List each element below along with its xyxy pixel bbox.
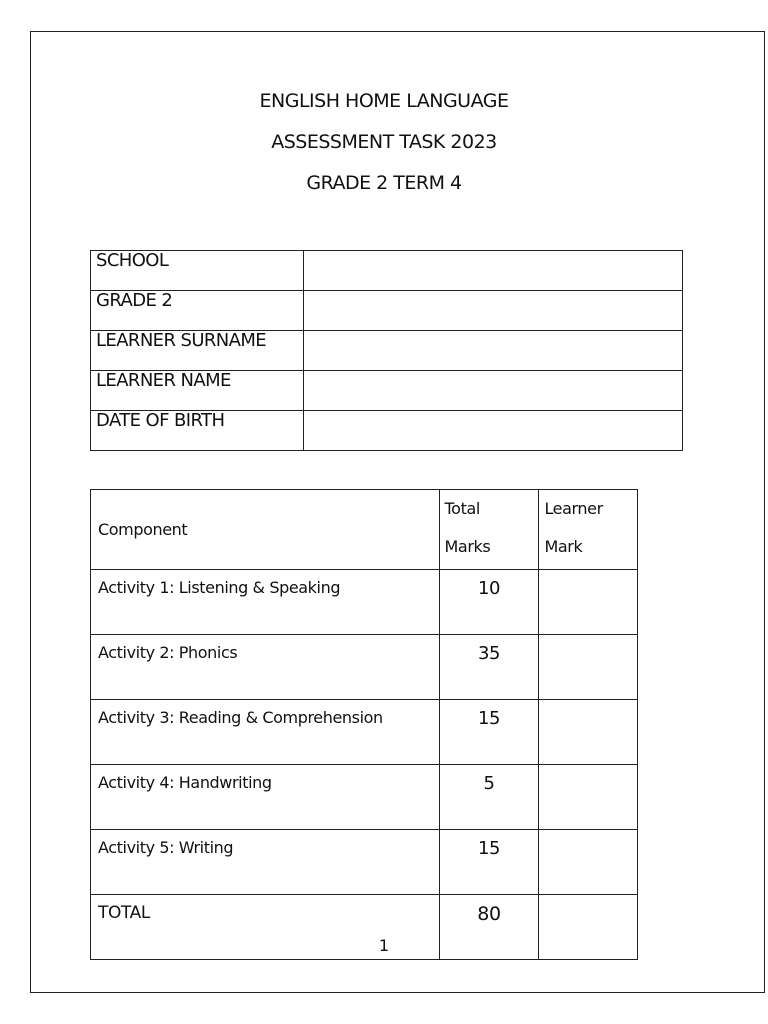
learner-mark-field[interactable] xyxy=(539,830,638,895)
table-row xyxy=(91,765,638,830)
marks-table xyxy=(90,489,638,960)
grade-field[interactable] xyxy=(303,291,682,331)
learner-mark-header xyxy=(539,490,638,570)
learner-info-row-school xyxy=(91,251,683,291)
learner-mark-field[interactable] xyxy=(539,635,638,700)
learner-name-field[interactable] xyxy=(303,371,682,411)
total-marks-cell: 15 xyxy=(439,700,539,765)
total-marks-cell: 5 xyxy=(439,765,539,830)
learner-info-row-name xyxy=(91,371,683,411)
total-marks-sum: 80 xyxy=(439,895,539,960)
component-cell: Activity 3: Reading & Comprehension xyxy=(91,700,440,765)
learner-surname-field[interactable] xyxy=(303,331,682,371)
total-marks-header xyxy=(439,490,539,570)
school-label: SCHOOL xyxy=(91,251,304,291)
title-grade-term: GRADE 2 TERM 4 xyxy=(306,172,462,194)
learner-info-row-dob xyxy=(91,411,683,451)
total-marks-header-line1: Total xyxy=(444,499,480,518)
school-field[interactable] xyxy=(303,251,682,291)
learner-name-label: LEARNER NAME xyxy=(91,371,304,411)
table-row xyxy=(91,700,638,765)
total-marks-cell: 35 xyxy=(439,635,539,700)
date-of-birth-field[interactable] xyxy=(303,411,682,451)
component-cell: Activity 5: Writing xyxy=(91,830,440,895)
title-subject: ENGLISH HOME LANGUAGE xyxy=(259,90,509,112)
marks-table-header xyxy=(91,490,638,570)
learner-mark-header-line1: Learner xyxy=(544,499,603,518)
table-row xyxy=(91,570,638,635)
total-label: TOTAL xyxy=(91,895,440,960)
learner-mark-field[interactable] xyxy=(539,570,638,635)
learner-mark-field[interactable] xyxy=(539,700,638,765)
learner-mark-header-line2: Mark xyxy=(544,537,583,556)
learner-info-row-grade xyxy=(91,291,683,331)
total-marks-cell: 15 xyxy=(439,830,539,895)
date-of-birth-label: DATE OF BIRTH xyxy=(91,411,304,451)
total-marks-cell: 10 xyxy=(439,570,539,635)
learner-info-table xyxy=(90,250,683,451)
grade-label: GRADE 2 xyxy=(91,291,304,331)
component-cell: Activity 1: Listening & Speaking xyxy=(91,570,440,635)
learner-surname-label: LEARNER SURNAME xyxy=(91,331,304,371)
component-cell: Activity 2: Phonics xyxy=(91,635,440,700)
learner-info-row-surname xyxy=(91,331,683,371)
total-marks-header-line2: Marks xyxy=(444,537,491,556)
title-assessment: ASSESSMENT TASK 2023 xyxy=(271,131,497,153)
learner-mark-field[interactable] xyxy=(539,765,638,830)
component-header: Component xyxy=(91,490,440,570)
component-cell: Activity 4: Handwriting xyxy=(91,765,440,830)
table-row xyxy=(91,635,638,700)
table-row xyxy=(91,830,638,895)
page-number: 1 xyxy=(378,936,390,955)
